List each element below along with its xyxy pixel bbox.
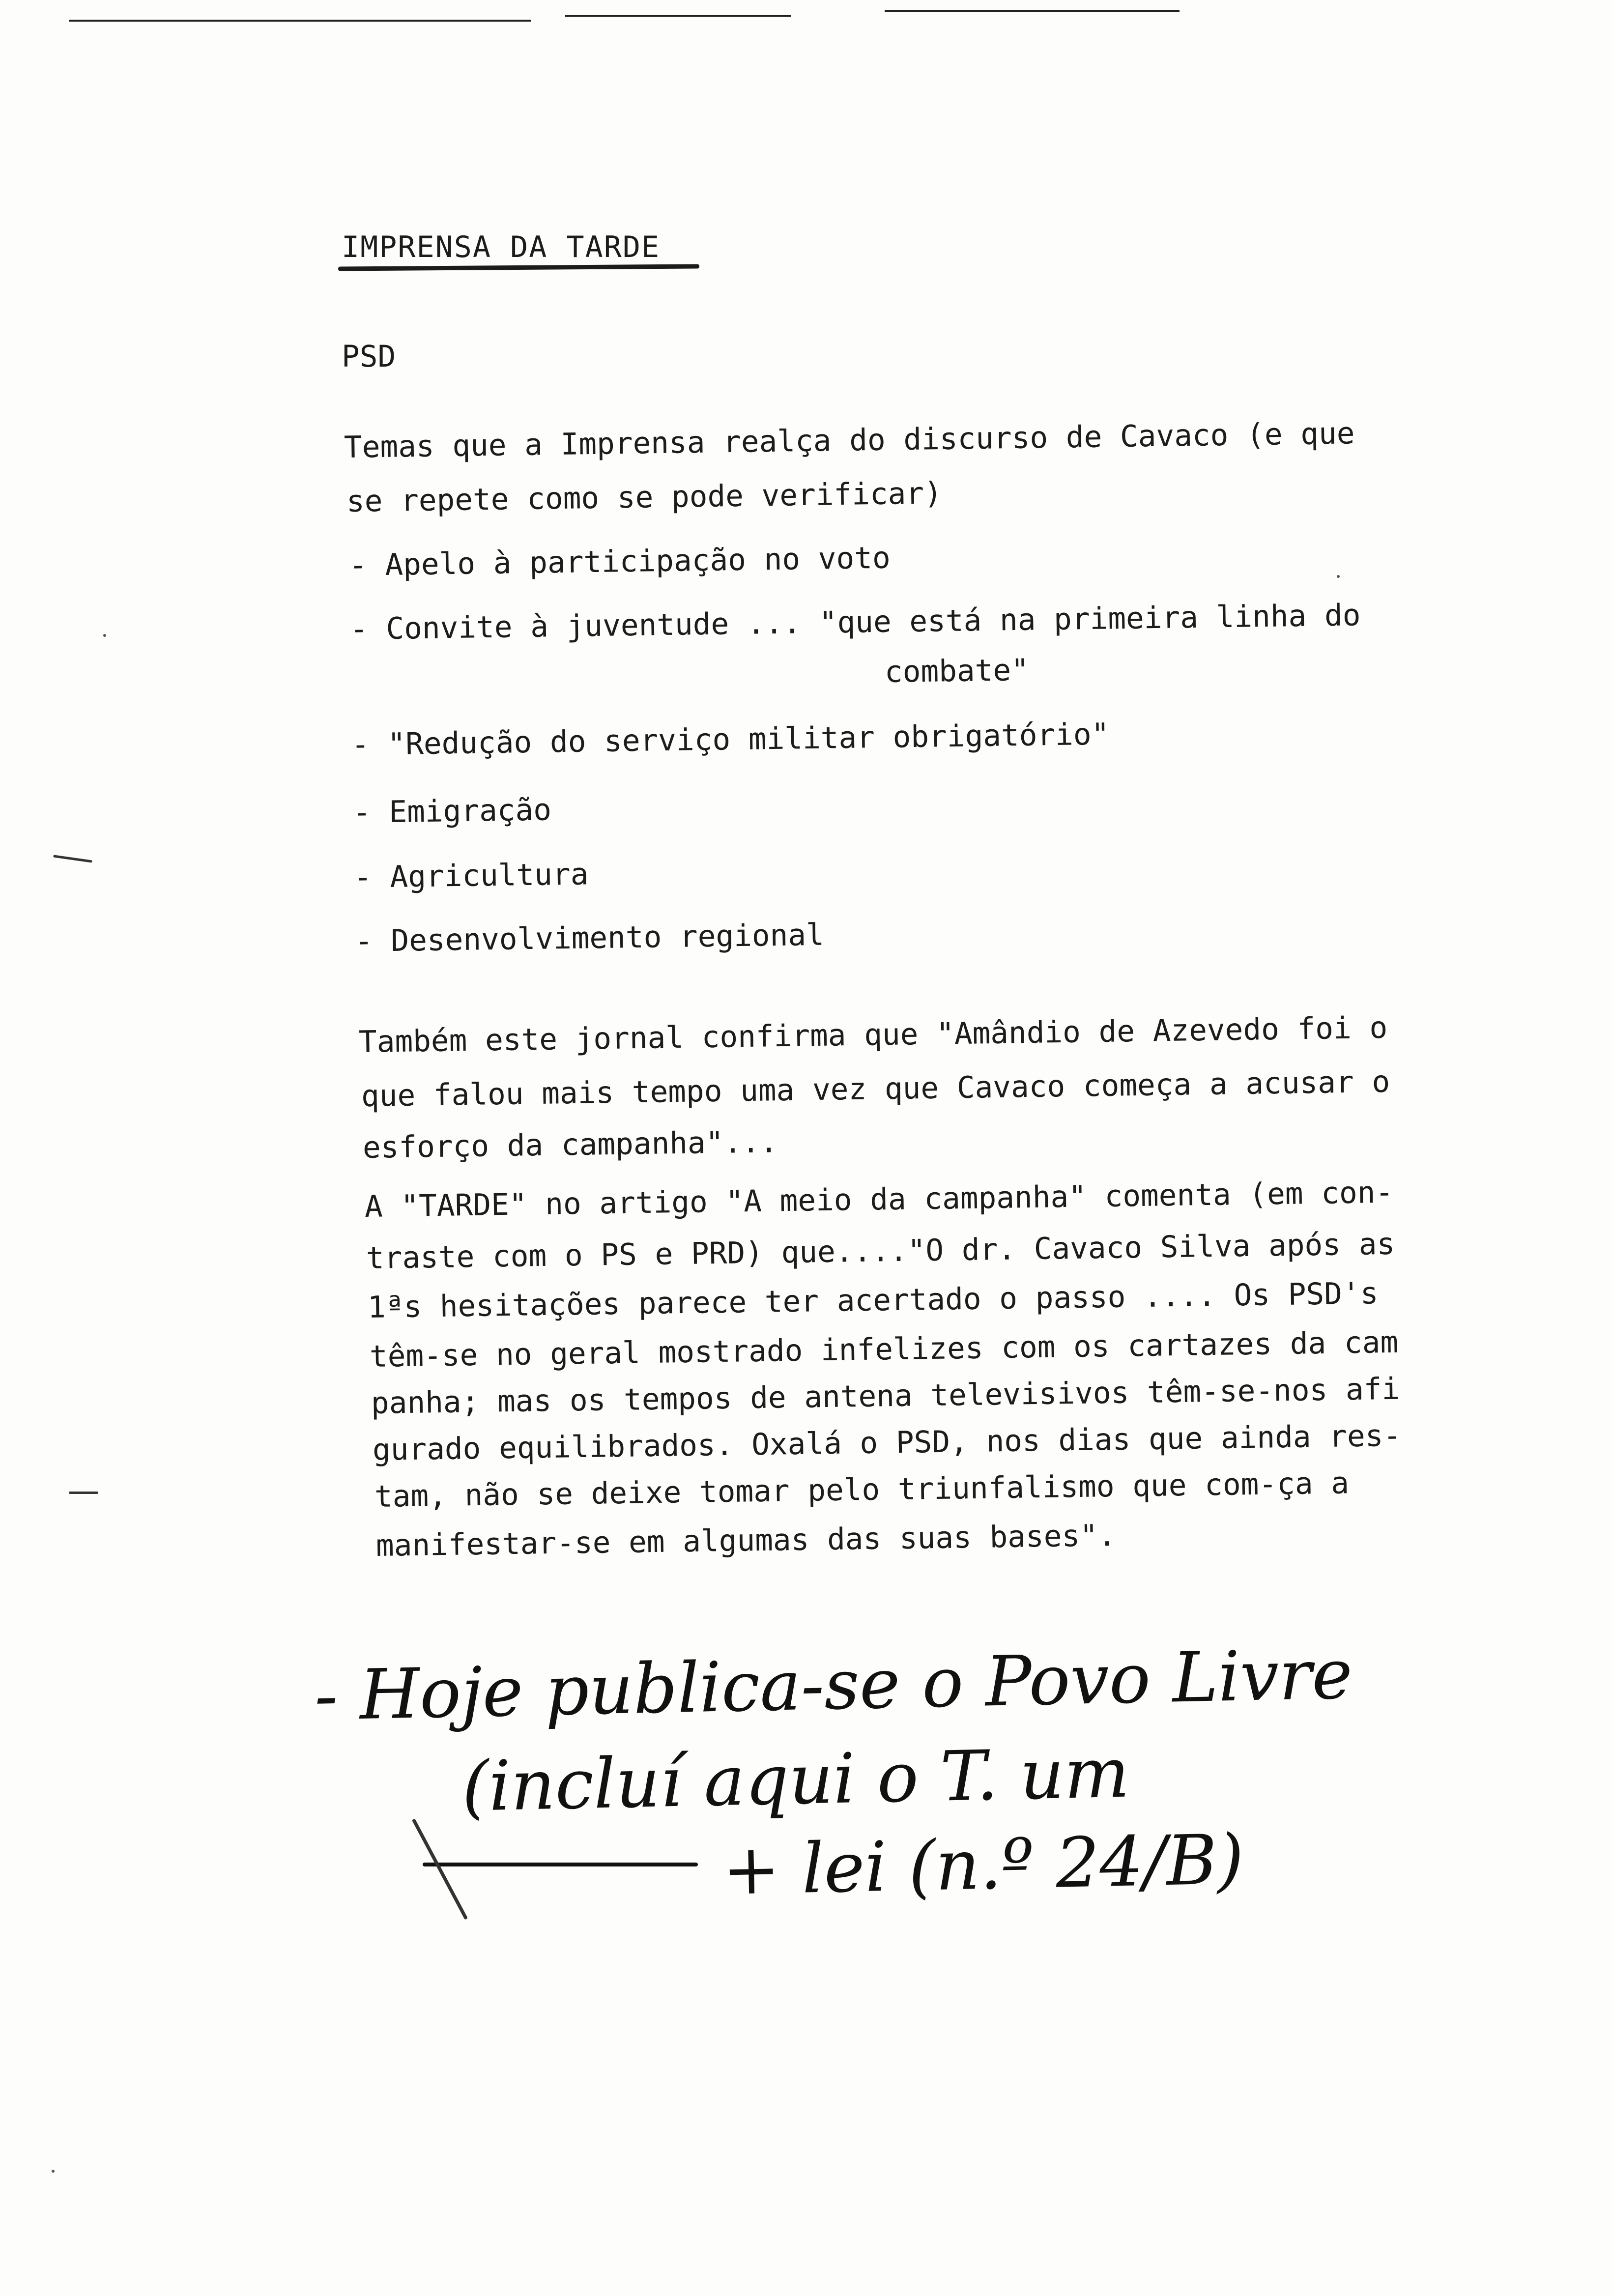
margin-mark	[69, 1492, 98, 1494]
heading-underline	[338, 264, 699, 271]
paragraph-line: 1ªs hesitações parece ter acertado o passo .... Os PSD's	[367, 1276, 1379, 1325]
scan-top-line	[565, 15, 791, 17]
list-item: - Convite à juventude ... "que está na primeira linha do	[349, 598, 1361, 647]
intro-line: se repete como se pode verificar)	[346, 476, 943, 519]
handwritten-note: (incluí aqui o T. um	[461, 1733, 1130, 1827]
handwritten-note: + lei (n.º 24/B)	[721, 1819, 1245, 1911]
intro-line: Temas que a Imprensa realça do discurso de Cavaco (e que	[344, 416, 1355, 465]
paragraph-line: tam, não se deixe tomar pelo triunfalismo que com-ça a	[374, 1465, 1350, 1514]
margin-mark	[53, 855, 92, 862]
paragraph-line: esforço da campanha"...	[362, 1124, 778, 1165]
paragraph-line: que falou mais tempo uma vez que Cavaco começa a acusar o	[361, 1064, 1390, 1114]
paragraph-line: gurado equilibrados. Oxalá o PSD, nos dias que ainda res-	[372, 1418, 1402, 1467]
paragraph-line: Também este jornal confirma que "Amândio de Azevedo foi o	[358, 1010, 1388, 1060]
list-item: - Emigração	[352, 792, 552, 830]
list-item-continuation: combate"	[884, 652, 1030, 689]
scan-top-line	[885, 10, 1180, 12]
scan-speck	[52, 2170, 55, 2173]
list-item: - Agricultura	[353, 857, 589, 895]
paragraph-line: têm-se no geral mostrado infelizes com os cartazes da cam	[369, 1324, 1399, 1374]
handwritten-scribble	[423, 1863, 698, 1866]
list-item: - "Redução do serviço militar obrigatório"	[351, 717, 1110, 762]
handwritten-note: - Hoje publica-se o Povo Livre	[314, 1634, 1353, 1736]
scan-speck	[103, 634, 106, 637]
scan-speck	[1337, 575, 1340, 578]
scan-top-line	[69, 20, 531, 22]
paragraph-line: traste com o PS e PRD) que...."O dr. Cavaco Silva após as	[366, 1226, 1395, 1276]
handwritten-slash	[412, 1818, 468, 1920]
section-label: PSD	[342, 339, 396, 374]
page-heading: IMPRENSA DA TARDE	[342, 230, 661, 264]
paragraph-line: A "TARDE" no artigo "A meio da campanha" comenta (em con-	[364, 1175, 1394, 1224]
paragraph-line: panha; mas os tempos de antena televisivos têm-se-nos afi	[371, 1371, 1400, 1421]
paragraph-line: manifestar-se em algumas das suas bases".	[375, 1518, 1117, 1563]
list-item: - Desenvolvimento regional	[354, 917, 825, 959]
list-item: - Apelo à participação no voto	[348, 540, 891, 583]
